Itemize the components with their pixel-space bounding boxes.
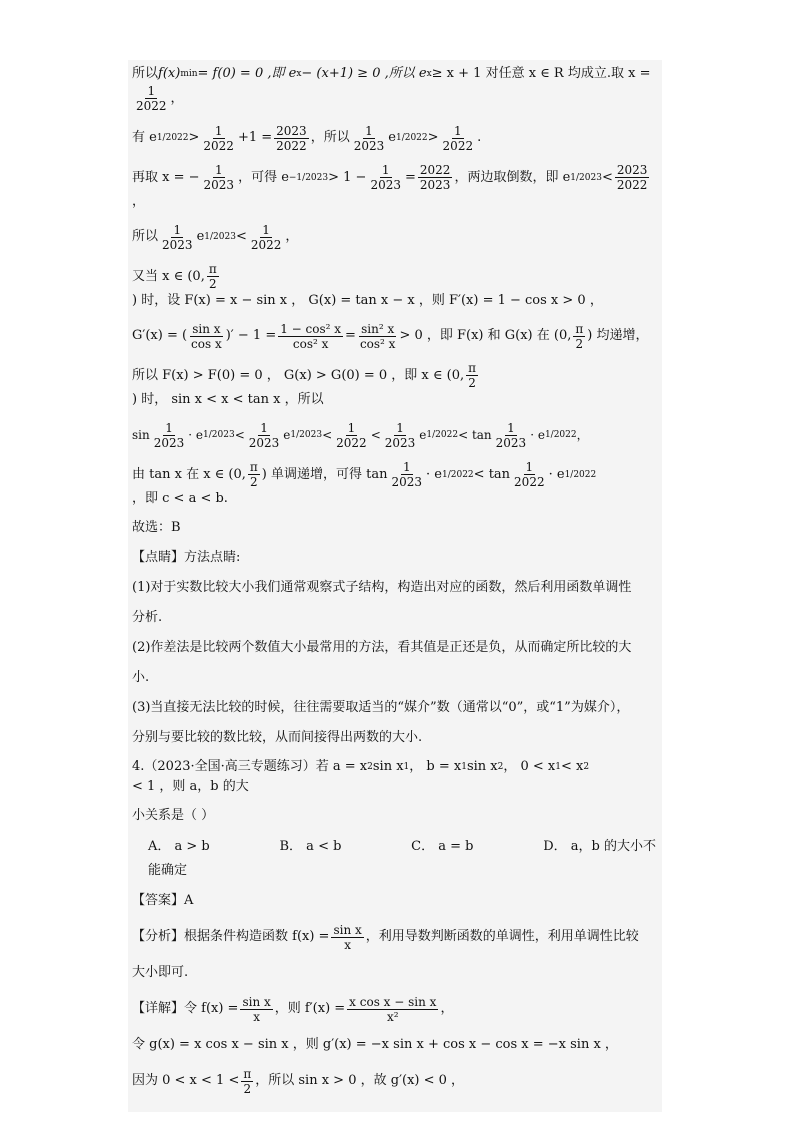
- fraction: $\frac{1}{2023}$: [391, 460, 423, 489]
- fraction: $\frac{\pi}{2}$: [468, 361, 477, 390]
- fraction: $\frac{1}{2023}$: [248, 420, 280, 450]
- text-line: 再取 x = − $\frac{1}{2023}$ ，可得 e −1/2023 > 1 − $\frac{1}{2023}$ = $\frac{2022}{2023}$ ，两边取倒数，即 e 1/2023 < $\frac{2023}{2022}$ ，: [132, 163, 648, 209]
- analysis: 【分析】根据条件构造函数 f(x) = $\frac{\text{sin x}}{x}$ ，利用导数判断函数的单调性，利用单调性比较: [132, 922, 639, 952]
- fraction: $\frac{1}{2023}$: [353, 123, 385, 153]
- solution-content: [128, 60, 662, 1112]
- question-4: 4.（2023·全国·高三专题练习）若 a = x 2 sin x 1 ， b = x 1 sin x 2 ， 0 < x 1 < x 2 < 1 ，则 a，b 的大: [132, 759, 590, 794]
- option-a: A． a > b: [148, 839, 210, 854]
- text-line: 有 e 1/2022 > $\frac{1}{2022}$ +1 = $\frac{2023}{2022}$ ，所以 $\frac{1}{2023}$ e 1/2022 > $\frac{1}{2022}$ .: [132, 123, 482, 153]
- option-d-cont: 能确定: [148, 863, 188, 878]
- detail-h: 因为 0 < x < 1 < $\frac{\pi}{2}$ ，所以 sin x > 0 ，故 g′(x) < 0 ，: [132, 1066, 465, 1096]
- option-d: D． a，b 的大小不: [543, 839, 656, 854]
- fraction: $\frac{\text{sin x}}{x}$: [242, 994, 271, 1024]
- text-line: 由 tan x 在 x ∈ (0, $\frac{\pi}{2}$ ) 单调递增，可得 tan $\frac{1}{2023}$ · e 1/2022 < tan $\frac{1}{2022}$ · e 1/2022 ，即 c < a < b.: [132, 460, 597, 506]
- analysis-cont: 大小即可.: [132, 965, 189, 980]
- fraction: $\frac{1}{2022}$: [136, 84, 167, 113]
- answer-options: [132, 835, 656, 854]
- method-tip-3: (3)当直接无法比较的时候，往往需要取适当的“媒介”数（通常以“0”，或“1”为媒介），: [132, 700, 630, 715]
- method-tip-3-cont: 分别与要比较的数比较，从而间接得出两数的大小.: [132, 730, 423, 745]
- fraction: $\frac{1}{2023}$: [162, 222, 193, 252]
- fraction: $\frac{\pi}{2}$: [243, 1066, 252, 1096]
- fraction: $\frac{\text{sin² x}}{\text{cos² x}}$: [359, 321, 396, 351]
- fraction: $\frac{1}{2022}$: [442, 123, 474, 153]
- text-line: 所以 F(x) > F(0) = 0 ， G(x) > G(0) = 0 ，即 x ∈ (0, $\frac{\pi}{2}$ ) 时， sin x < x < tan x ，所以: [132, 361, 477, 407]
- fraction: $\frac{1}{2022}$: [514, 460, 545, 489]
- method-tip-1: (1)对于实数比较大小我们通常观察式子结构，构造出对应的函数，然后利用函数单调性: [132, 580, 632, 595]
- fraction: $\frac{\text{sin x}}{x}$: [333, 922, 362, 952]
- fraction: $\frac{1}{2023}$: [203, 163, 235, 192]
- fraction: $\frac{2023}{2022}$: [616, 163, 648, 192]
- fraction: $\frac{\pi}{2}$: [208, 262, 217, 291]
- text-line: 所以 $\frac{1}{2023}$ e 1/2023 < $\frac{1}{2022}$ ，: [132, 222, 299, 252]
- fraction: $\frac{1}{2022}$: [250, 222, 282, 252]
- answer-choice: 故选：B: [132, 520, 181, 535]
- fraction: $\frac{1}{2023}$: [153, 420, 185, 450]
- fraction: $\frac{\text{x cos x − sin x}}{\text{x²}}$: [349, 994, 437, 1024]
- fraction: $\frac{1}{2022}$: [203, 123, 234, 153]
- fraction: $\frac{1}{2023}$: [370, 163, 401, 192]
- fraction: $\frac{\text{1 − cos² x}}{\text{cos² x}}$: [280, 321, 342, 351]
- fraction: $\frac{\text{sin x}}{\text{cos x}}$: [191, 321, 222, 351]
- text-line: sin $\frac{1}{2023}$ · e 1/2023 < $\frac{1}{2023}$ e 1/2023 < $\frac{1}{2022}$ < $\frac{1}{2023}$ e 1/2022 < tan $\frac{1}{2023}$ · e 1/2022 ，: [132, 420, 589, 450]
- option-b: B． a < b: [279, 839, 342, 854]
- text-line: 所以 f(x) min = f(0) = 0 ,即 e x − (x+1) ≥ 0 ,所以 e x ≥ x + 1 对任意 x ∈ R 均成立.取 x = $\frac{1}{2022}$ ，: [132, 66, 651, 113]
- fraction: $\frac{1}{2022}$: [336, 420, 367, 450]
- question-4-cont: 小关系是（ ）: [132, 808, 215, 823]
- text-line: G′(x) = ( $\frac{\text{sin x}}{\text{cos x}}$ )′ − 1 = $\frac{\text{1 − cos² x}}{\text{cos² x}}$ = $\frac{\text{sin² x}}{\text{cos² x}}$ > 0 ，即 F(x) 和 G(x) 在 (0, $\frac{\pi}{2}$ ) 均递增，: [132, 321, 649, 351]
- fraction: $\frac{1}{2023}$: [384, 420, 416, 450]
- option-c: C． a = b: [411, 839, 474, 854]
- detail-g: 令 g(x) = x cos x − sin x ，则 g′(x) = −x sin x + cos x − cos x = −x sin x ，: [132, 1037, 618, 1052]
- fraction: $\frac{2022}{2023}$: [419, 163, 451, 192]
- method-tip-2-cont: 小.: [132, 670, 150, 685]
- detail: 【详解】令 f(x) = $\frac{\text{sin x}}{x}$ ，则 f′(x) = $\frac{\text{x cos x − sin x}}{\text{x²}}$ ，: [132, 994, 454, 1024]
- text-line: 又当 x ∈ (0, $\frac{\pi}{2}$ ) 时，设 F(x) = x − sin x ， G(x) = tan x − x ，则 F′(x) = 1 − cos x > 0 ，: [132, 262, 603, 308]
- fraction: $\frac{\pi}{2}$: [575, 321, 584, 351]
- fraction: $\frac{1}{2023}$: [495, 420, 527, 450]
- fraction: $\frac{\pi}{2}$: [249, 460, 258, 489]
- method-tip-2: (2)作差法是比较两个数值大小最常用的方法，看其值是正还是负，从而确定所比较的大: [132, 640, 632, 655]
- method-tip-1-cont: 分析.: [132, 610, 163, 625]
- fraction: $\frac{2023}{2022}$: [276, 123, 307, 153]
- method-tip-heading: 【点睛】方法点睛:: [132, 550, 241, 565]
- answer: 【答案】A: [132, 893, 194, 908]
